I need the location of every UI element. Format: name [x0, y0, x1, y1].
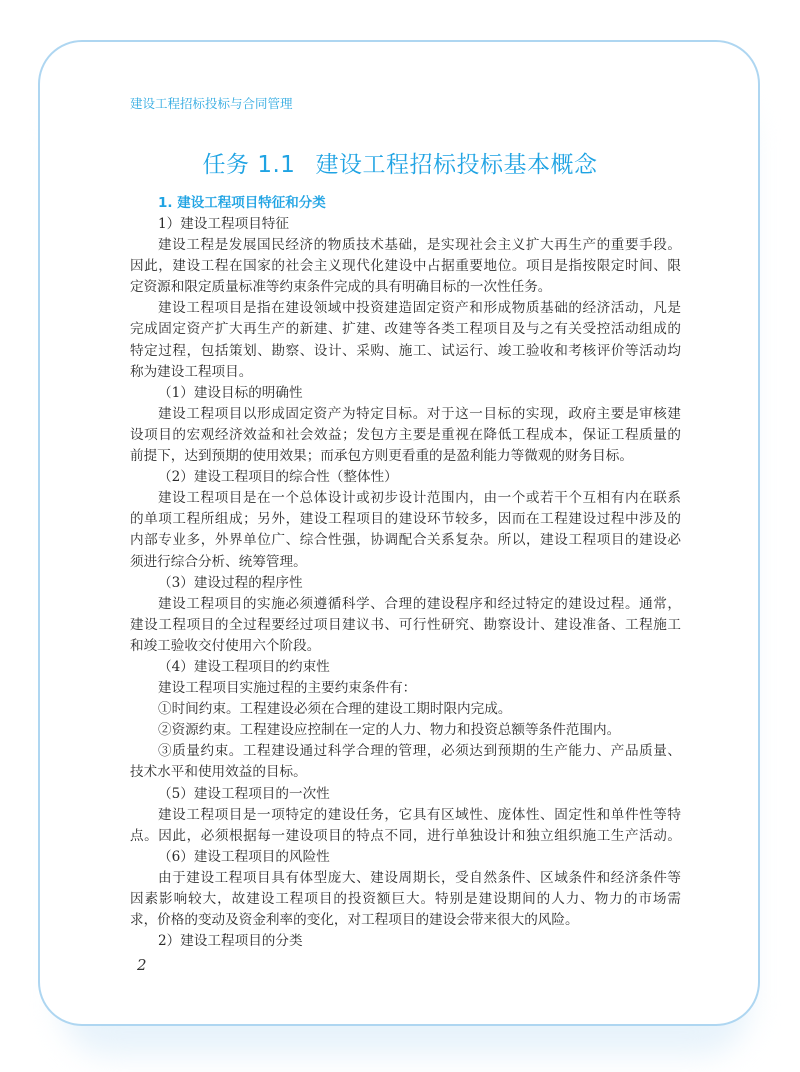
text-line: 建设工程项目是指在建设领域中投资建造固定资产和形成物质基础的经济活动，凡是 — [158, 300, 681, 317]
text-line: 完成固定资产扩大再生产的新建、扩建、改建等各类工程项目及与之有关受控活动组成的 — [130, 321, 681, 338]
text-line: 建设工程项目是在一个总体设计或初步设计范围内，由一个或若干个互相有内在联系 — [158, 490, 681, 507]
section-heading: 1. 建设工程项目特征和分类 — [158, 195, 326, 211]
subheading-line: （6）建设工程项目的风险性 — [158, 848, 330, 865]
text-line: 建设工程项目是一项特定的建设任务，它具有区域性、庞体性、固定性和单件性等特 — [158, 806, 681, 823]
text-line: 和竣工验收交付使用六个阶段。 — [130, 637, 321, 654]
text-line: 技术水平和使用效益的目标。 — [130, 764, 307, 781]
text-line: 须进行综合分析、统筹管理。 — [130, 553, 307, 570]
text-line: 建设工程项目的实施必须遵循科学、合理的建设程序和经过特定的建设过程。通常， — [158, 595, 681, 612]
subheading-line: （4）建设工程项目的约束性 — [158, 658, 330, 675]
text-line: 称为建设工程项目。 — [130, 363, 253, 380]
text-line: 因此，建设工程在国家的社会主义现代化建设中占据重要地位。项目是指按限定时间、限 — [130, 258, 681, 275]
subheading-line: 2）建设工程项目的分类 — [158, 933, 303, 950]
text-line: 内部专业多，外界单位广、综合性强，协调配合关系复杂。所以，建设工程项目的建设必 — [130, 532, 681, 549]
text-line: 建设工程是发展国民经济的物质技术基础，是实现社会主义扩大再生产的重要手段。 — [158, 237, 681, 254]
subheading-line: （2）建设工程项目的综合性（整体性） — [158, 469, 398, 486]
subheading-line: ①时间约束。工程建设必须在合理的建设工期时限内完成。 — [158, 701, 512, 718]
task-number: 任务 1.1 — [202, 152, 296, 178]
subheading-line: 建设工程项目实施过程的主要约束条件有： — [158, 680, 417, 697]
text-line: 特定过程，包括策划、勘察、设计、采购、施工、试运行、竣工验收和考核评价等活动均 — [130, 342, 681, 359]
task-title: 建设工程招标投标基本概念 — [315, 152, 598, 178]
text-line: 建设工程项目的全过程要经过项目建议书、可行性研究、勘察设计、建设准备、工程施工 — [130, 616, 681, 633]
subheading-line: （3）建设过程的程序性 — [158, 574, 303, 591]
text-line: ③质量约束。工程建设通过科学合理的管理，必须达到预期的生产能力、产品质量、 — [158, 743, 681, 760]
text-line: 定资源和限定质量标准等约束条件完成的具有明确目标的一次性任务。 — [130, 279, 552, 296]
running-head: 建设工程招标投标与合同管理 — [130, 96, 293, 111]
subheading-line: ②资源约束。工程建设应控制在一定的人力、物力和投资总额等条件范围内。 — [158, 722, 621, 739]
subheading-line: （1）建设目标的明确性 — [158, 384, 303, 401]
text-line: 前提下，达到预期的使用效果；而承包方则更看重的是盈利能力等微观的财务目标。 — [130, 448, 633, 465]
subheading-line: 1）建设工程项目特征 — [158, 216, 289, 232]
text-line: 建设工程项目以形成固定资产为特定目标。对于这一目标的实现，政府主要是审核建 — [158, 405, 681, 422]
text-lines — [130, 214, 681, 952]
text-line: 由于建设工程项目具有体型庞大、建设周期长，受自然条件、区域条件和经济条件等 — [158, 869, 681, 886]
text-line: 点。因此，必须根据每一建设项目的特点不同，进行单独设计和独立组织施工生产活动。 — [130, 827, 681, 844]
text-line: 的单项工程所组成；另外，建设工程项目的建设环节较多，因而在工程建设过程中涉及的 — [130, 511, 681, 528]
text-line: 因素影响较大，故建设工程项目的投资额巨大。特别是建设期间的人力、物力的市场需 — [130, 891, 681, 907]
text-line: 设项目的宏观经济效益和社会效益；发包方主要是重视在降低工程成本，保证工程质量的 — [130, 426, 681, 443]
body-text — [130, 192, 681, 952]
subheading-line: （5）建设工程项目的一次性 — [158, 785, 330, 802]
text-line: 求，价格的变动及资金利率的变化，对工程项目的建设会带来很大的风险。 — [130, 912, 579, 929]
page-title — [0, 146, 800, 179]
page-number: 2 — [137, 956, 147, 974]
